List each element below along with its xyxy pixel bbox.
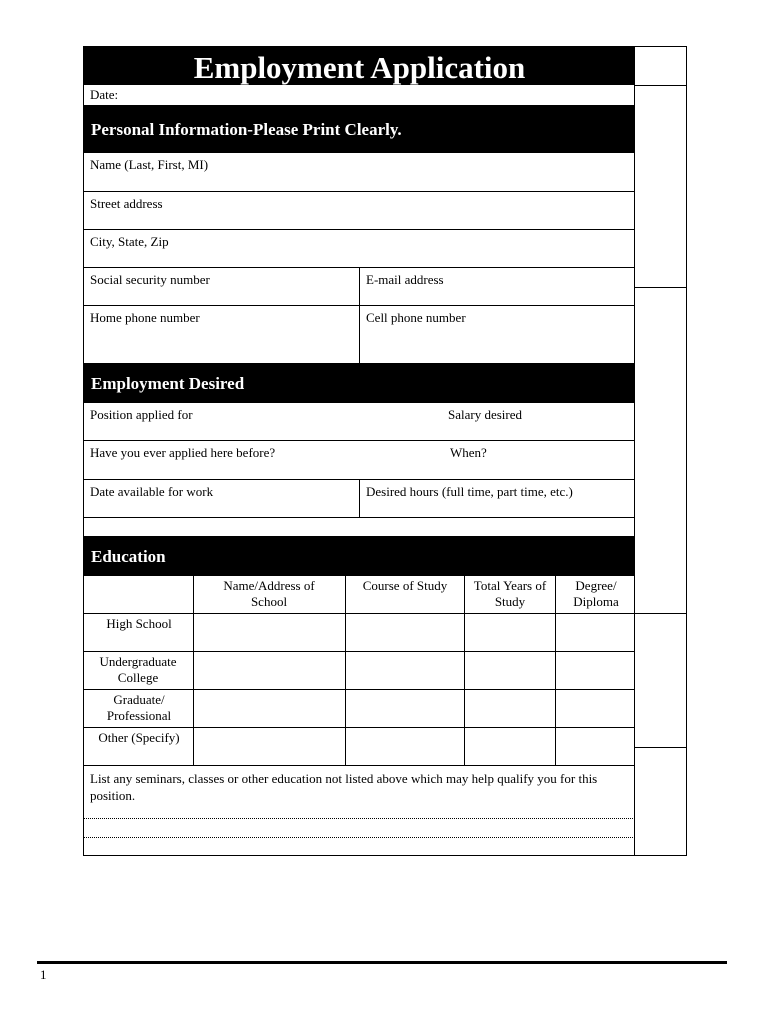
write-in-line — [83, 837, 635, 838]
street-address-field[interactable] — [83, 192, 635, 230]
col-total-years: Total Years of Study — [473, 578, 547, 609]
when-label: When? — [450, 445, 487, 460]
name-label: Name (Last, First, MI) — [90, 157, 209, 172]
column-divider — [193, 576, 194, 613]
write-in-line — [83, 818, 635, 819]
position-label: Position applied for — [90, 407, 193, 422]
education-header — [83, 536, 635, 576]
row-label-high-school: High School — [106, 616, 172, 631]
education-row-high-school[interactable] — [83, 614, 635, 652]
street-address-label: Street address — [90, 196, 163, 211]
education-row-other[interactable] — [83, 728, 635, 766]
personal-info-header — [83, 106, 635, 153]
city-state-zip-field[interactable] — [83, 230, 635, 268]
applied-before-row[interactable] — [83, 441, 635, 480]
education-row-graduate[interactable] — [83, 690, 635, 728]
availability-row[interactable] — [83, 480, 635, 518]
column-divider — [555, 576, 556, 613]
salary-label: Salary desired — [448, 407, 523, 422]
row-label-other: Other (Specify) — [98, 730, 180, 745]
education-heading: Education — [91, 547, 166, 566]
margin-line — [634, 613, 687, 614]
column-divider — [359, 268, 360, 305]
margin-line — [634, 287, 687, 288]
row-label-undergraduate: Undergraduate College — [99, 654, 177, 685]
name-field[interactable] — [83, 153, 635, 192]
education-column-header-row — [83, 576, 635, 614]
row-label-graduate: Graduate/ Professional — [106, 692, 172, 723]
city-state-zip-label: City, State, Zip — [90, 234, 169, 249]
title-bar — [84, 47, 635, 85]
cell-phone-label: Cell phone number — [366, 310, 466, 325]
personal-info-heading: Personal Information-Please Print Clearly. — [91, 120, 402, 139]
margin-line — [634, 747, 687, 748]
desired-hours-label: Desired hours (full time, part time, etc.) — [366, 484, 573, 499]
additional-education-label: List any seminars, classes or other education not listed above which may help qualify you for this position. — [90, 771, 598, 803]
col-school-name: Name/Address of School — [223, 578, 315, 609]
date-label: Date: — [90, 87, 119, 102]
column-divider — [464, 576, 465, 613]
col-course-of-study: Course of Study — [362, 578, 448, 593]
ssn-label: Social security number — [90, 272, 210, 287]
page-number: 1 — [40, 967, 47, 982]
footer-rule — [37, 961, 727, 964]
home-phone-label: Home phone number — [90, 310, 200, 325]
date-available-label: Date available for work — [90, 484, 214, 499]
column-divider — [345, 576, 346, 613]
column-divider — [359, 306, 360, 363]
date-row[interactable] — [83, 85, 635, 106]
additional-education-field[interactable] — [83, 766, 635, 818]
page-title: Employment Application — [193, 50, 526, 85]
col-degree: Degree/ Diploma — [573, 578, 619, 609]
applied-before-label: Have you ever applied here before? — [90, 445, 276, 460]
column-divider — [359, 480, 360, 517]
phone-row[interactable] — [83, 306, 635, 363]
education-row-undergraduate[interactable] — [83, 652, 635, 690]
email-label: E-mail address — [366, 272, 444, 287]
ssn-email-row[interactable] — [83, 268, 635, 306]
employment-desired-header — [83, 363, 635, 403]
position-salary-row[interactable] — [83, 403, 635, 441]
margin-line — [634, 85, 687, 86]
spacer-row — [83, 518, 635, 536]
employment-desired-heading: Employment Desired — [91, 374, 245, 393]
